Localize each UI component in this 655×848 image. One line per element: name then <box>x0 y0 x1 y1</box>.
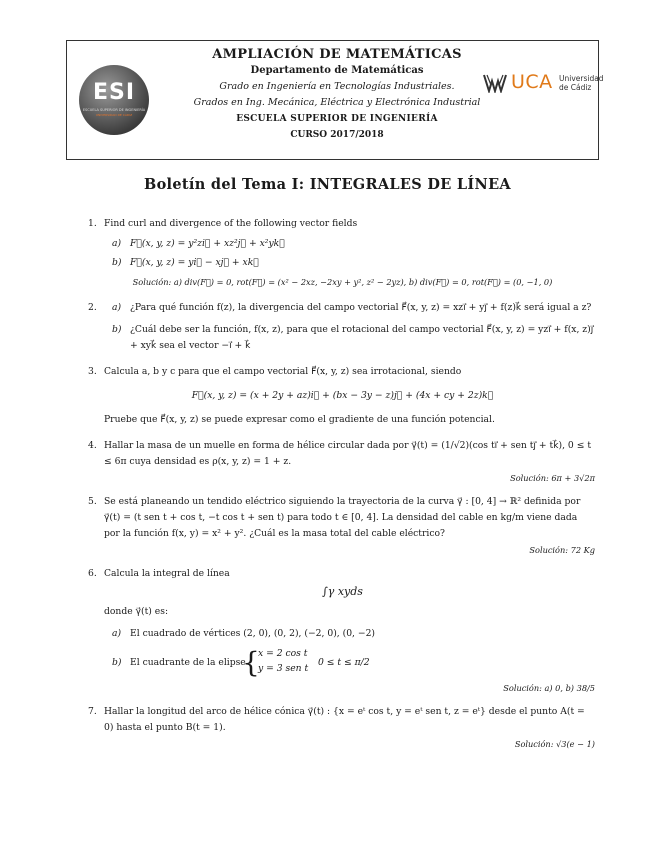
degree-line-2: Grados en Ing. Mecánica, Eléctrica y Electrónica Industrial <box>193 97 481 108</box>
subitem-label: b) <box>112 657 122 668</box>
problem-text: Calcula la integral de línea <box>104 568 230 579</box>
problem-text: Find curl and divergence of the following vector fields <box>104 218 358 229</box>
esi-logo-subtitle: ESCUELA SUPERIOR DE INGENIERÍA <box>82 108 146 112</box>
subitem-text: F⃗(x, y, z) = yi⃗ − xj⃗ + xk⃗ <box>130 257 259 268</box>
problem-2 <box>90 300 595 354</box>
problem-number: 4. <box>88 440 97 451</box>
subitem-label: a) <box>112 628 122 639</box>
display-formula: F⃗(x, y, z) = (x + 2y + az)i⃗ + (bx − 3y − z)j⃗ + (4x + cy + 2z)k⃗ <box>191 390 494 401</box>
esi-logo-text: ESI <box>92 80 136 105</box>
subitem-b <box>90 322 595 354</box>
solution: Solución: 72 Kg <box>529 545 595 555</box>
system-brace-icon: { <box>242 646 260 679</box>
academic-year: CURSO 2017/2018 <box>290 130 384 140</box>
subitem-text: El cuadrante de la elipse <box>130 657 246 668</box>
problem-number: 2. <box>88 302 97 313</box>
subitem-text: F⃗(x, y, z) = y²zi⃗ + xz²j⃗ + x²yk⃗ <box>130 238 285 249</box>
problem-text-2: donde γ⃗(t) es: <box>104 606 169 617</box>
subitem-label: b) <box>112 324 122 335</box>
parameter-range: 0 ≤ t ≤ π/2 <box>318 657 370 668</box>
line-integral: ∫γ xyds <box>322 585 363 598</box>
problem-text-2: Pruebe que F⃗(x, y, z) se puede expresar como el gradiente de una función potencial. <box>104 414 495 425</box>
problem-6 <box>90 566 595 696</box>
esi-logo <box>79 65 149 135</box>
uca-wordmark <box>511 71 553 93</box>
problem-5 <box>90 494 595 558</box>
department: Departamento de Matemáticas <box>250 65 424 76</box>
subitem-a <box>90 300 595 316</box>
solution: Solución: √3(e − 1) <box>514 739 595 749</box>
subitem-label: a) <box>112 302 122 313</box>
problem-text: Calcula a, b y c para que el campo vectorial F⃗(x, y, z) sea irrotacional, siendo <box>104 366 462 377</box>
header-box <box>66 40 604 160</box>
subitem-label: a) <box>112 238 122 249</box>
degree-line-1: Grado en Ingeniería en Tecnologías Industriales. <box>219 81 455 92</box>
uca-emblem-icon <box>483 73 507 93</box>
subitem-a <box>90 626 595 642</box>
problem-number: 5. <box>88 496 97 507</box>
uca-university-line-1: Universidad <box>559 74 604 83</box>
problem-list <box>90 216 595 752</box>
subitem-b <box>90 255 595 271</box>
ellipse-system <box>258 646 308 676</box>
problem-1 <box>90 216 595 290</box>
esi-logo-subtitle-2: UNIVERSIDAD DE CÁDIZ <box>95 113 133 117</box>
subitem-label: b) <box>112 257 122 268</box>
solution: Solución: a) 0, b) 38/5 <box>503 683 595 693</box>
subitem-a <box>90 236 595 252</box>
solution: Solución: a) div(F⃗) = 0, rot(F⃗) = (x² − 2xz, −2xy + y², z² − 2yz), b) div(F⃗) = 0, rot(F⃗) = (0, −1, 0) <box>132 277 553 287</box>
ellipse-eq-x: x = 2 cos t <box>258 648 308 659</box>
subitem-b <box>90 646 595 680</box>
header-text-block <box>162 47 512 143</box>
problem-text: Hallar la masa de un muelle en forma de hélice circular dada por γ⃗(t) = (1/√2)(cos ti⃗ + sen tj⃗ + tk⃗), 0 ≤ t ≤ 6π cuya densidad es ρ(x, y, z) = 1 + z. <box>104 440 592 467</box>
subitem-text: El cuadrado de vértices (2, 0), (0, 2), (−2, 0), (0, −2) <box>130 628 376 639</box>
subitem-text: ¿Para qué función f(z), la divergencia del campo vectorial F⃗(x, y, z) = xzi⃗ + yj⃗ + f(z)k⃗ será igual a z? <box>130 302 592 313</box>
problem-number: 7. <box>88 706 97 717</box>
uca-university-label <box>559 74 604 92</box>
problem-text: Se está planeando un tendido eléctrico siguiendo la trayectoria de la curva γ⃗ : [0, 4] → ℝ² definida por γ⃗(t) = (t sen t + cos t, −t cos t + sen t) para todo t ∈ [0, 4]. La densidad del cable en kg/m viene dada por la función f(x, y) = x² + y². ¿Cuál es la masa total del cable eléctrico? <box>104 496 581 539</box>
subitem-text: ¿Cuál debe ser la función, f(x, z), para que el rotacional del campo vectorial F⃗(x, y, z) = yzi⃗ + f(x, z)j⃗ + xyk⃗ sea el vector −i⃗ + k⃗ <box>130 324 594 351</box>
problem-7 <box>90 704 595 752</box>
problem-number: 1. <box>88 218 97 229</box>
problem-3 <box>90 364 595 428</box>
problem-text: Hallar la longitud del arco de hélice cónica γ⃗(t) : {x = eᵗ cos t, y = eᵗ sen t, z = eᵗ} desde el punto A(t = 0) hasta el punto B(t = 1). <box>104 706 585 733</box>
uca-wordmark-text: UCA <box>511 71 553 93</box>
problem-number: 6. <box>88 568 97 579</box>
course-title: AMPLIACIÓN DE MATEMÁTICAS <box>212 47 462 62</box>
school-name: ESCUELA SUPERIOR DE INGENIERÍA <box>236 114 438 124</box>
uca-logo <box>483 71 604 97</box>
solution: Solución: 6π + 3√2π <box>510 473 595 483</box>
problem-number: 3. <box>88 366 97 377</box>
problem-4 <box>90 438 595 486</box>
ellipse-eq-y: y = 3 sen t <box>258 663 309 674</box>
page-title: Boletín del Tema I: INTEGRALES DE LÍNEA <box>144 176 511 193</box>
uca-university-line-2: de Cádiz <box>559 83 592 92</box>
